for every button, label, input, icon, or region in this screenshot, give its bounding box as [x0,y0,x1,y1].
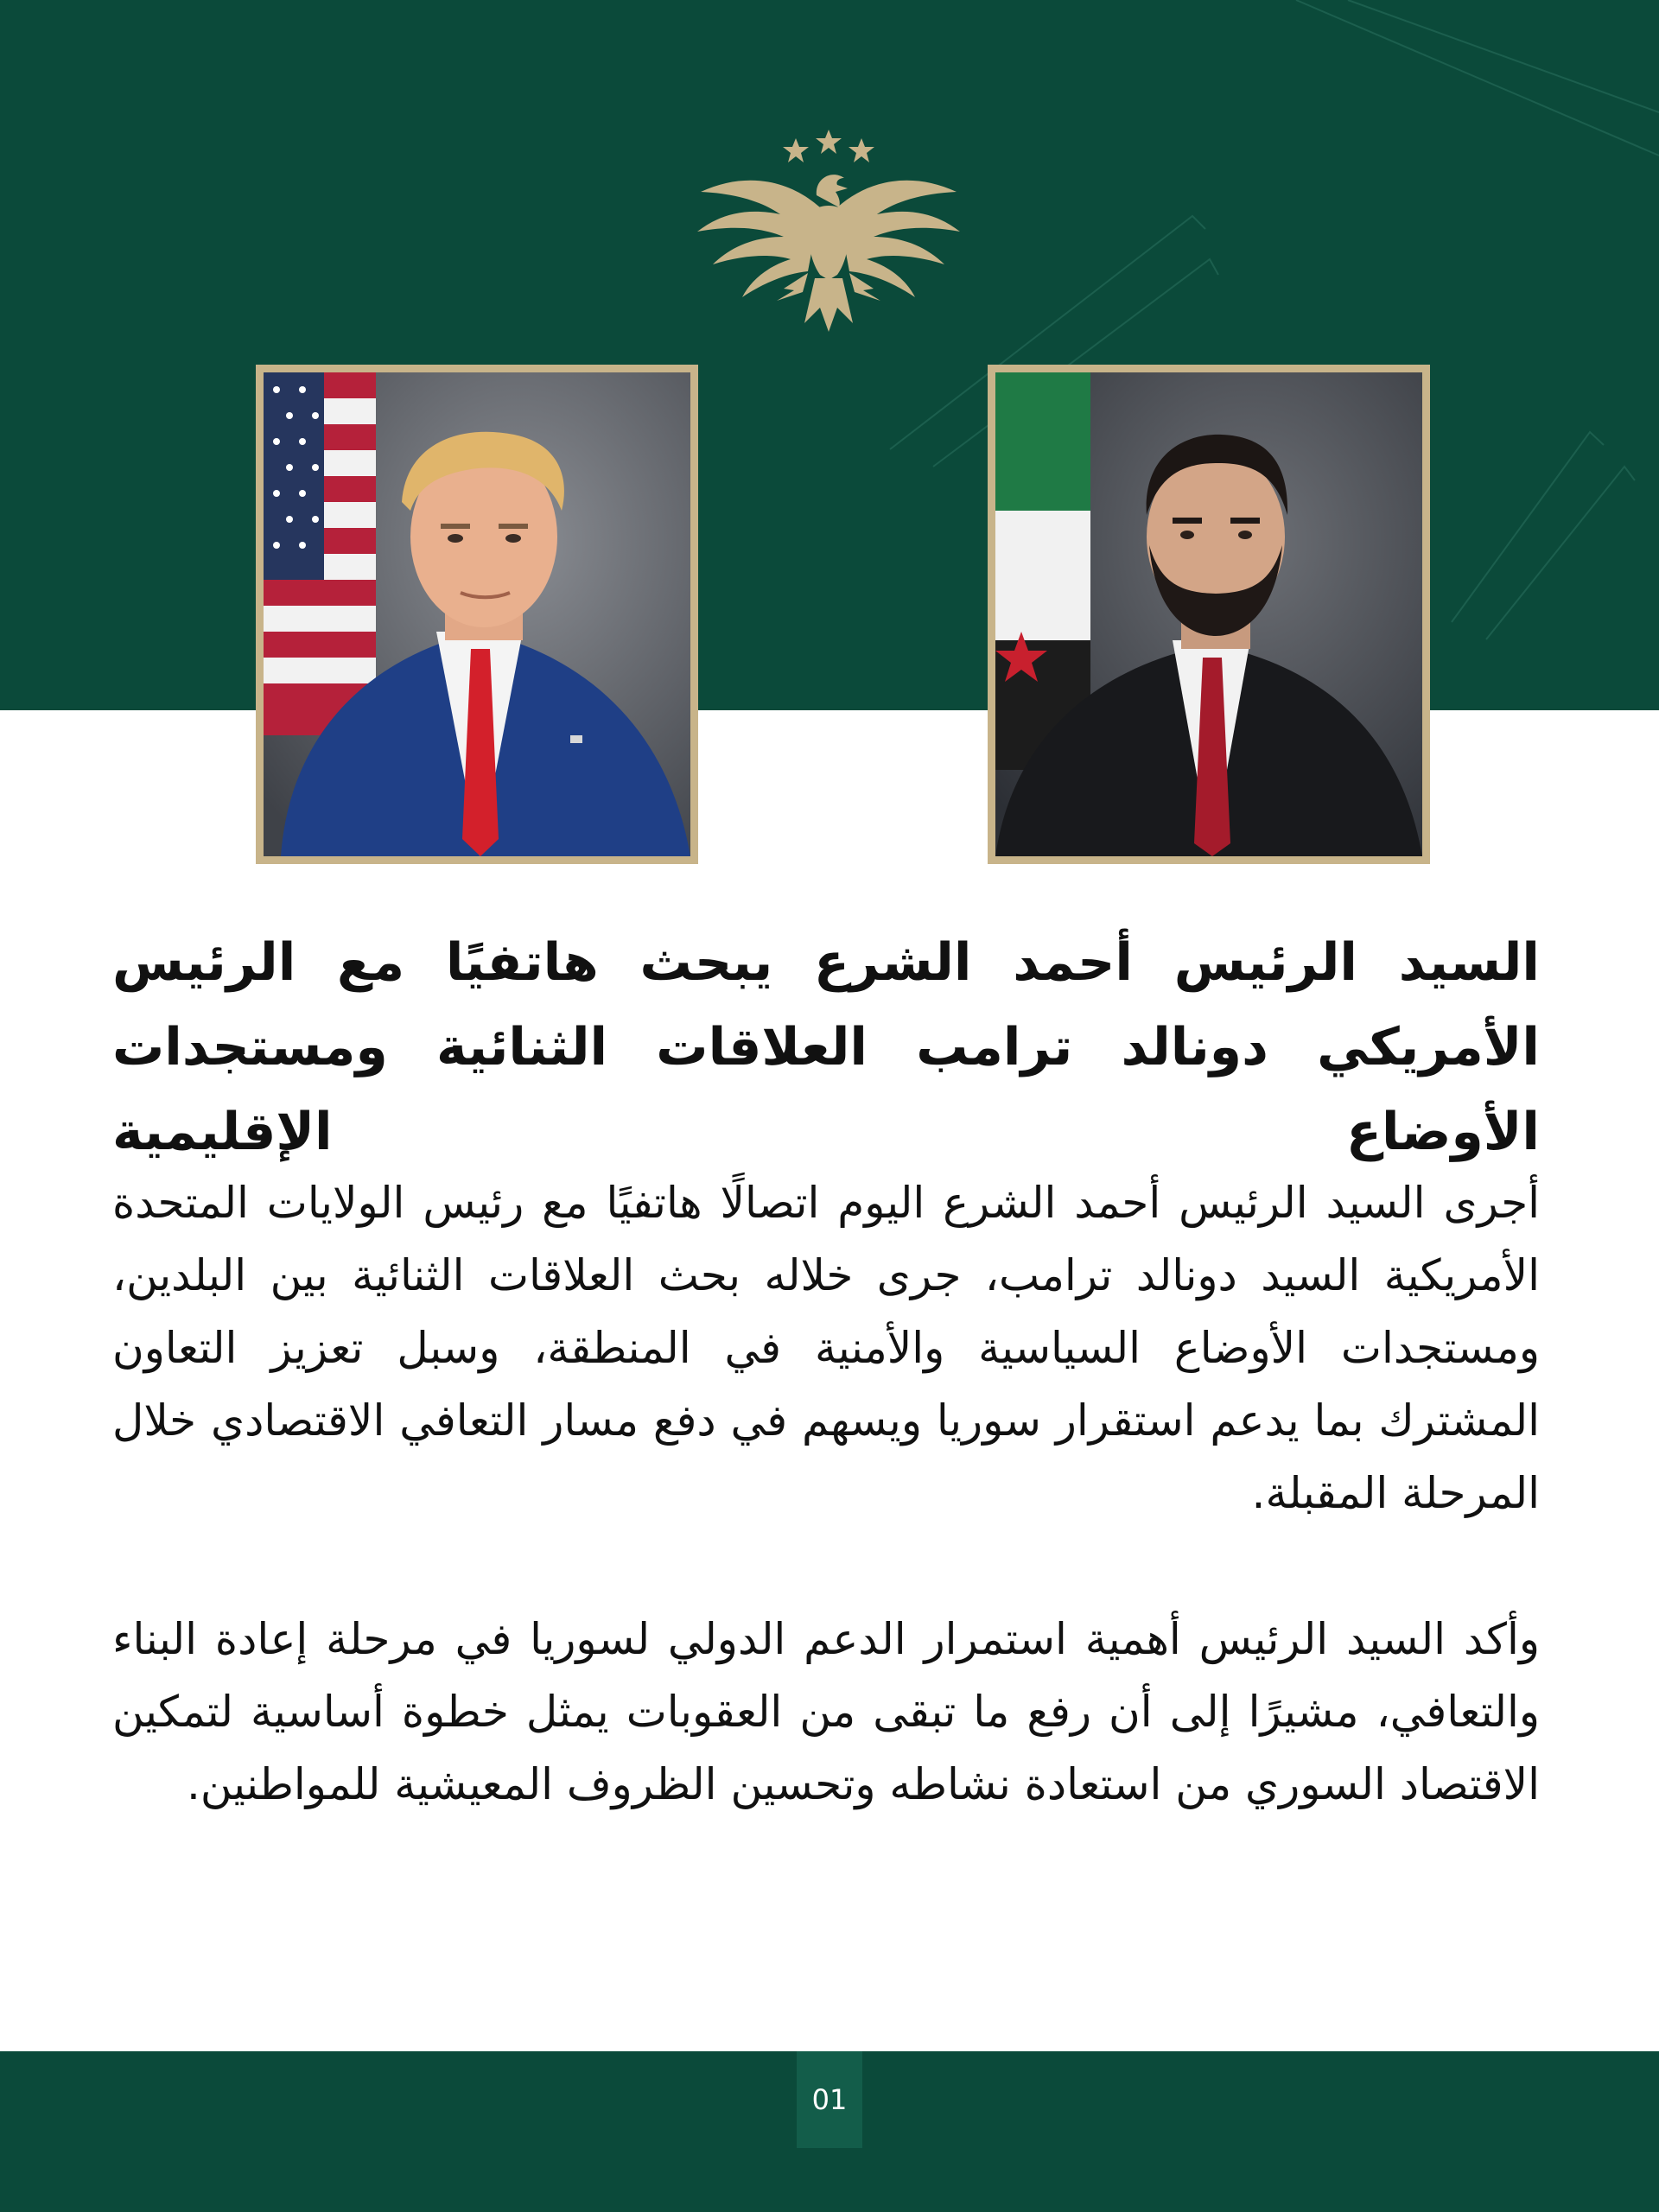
body-paragraph-2: وأكد السيد الرئيس أهمية استمرار الدعم الدولي لسوريا في مرحلة إعادة البناء والتعافي، مشيرًا إلى أن رفع ما تبقى من العقوبات يمثل خطوة أساسية لتمكين الاقتصاد السوري من استعادة نشاطه وتحسين الظروف المعيشية للمواطنين. [112,1614,1540,1809]
portrait-photo-left [264,372,690,856]
page-number: 01 [797,2051,862,2148]
eagle-emblem-icon [694,128,963,332]
headline: السيد الرئيس أحمد الشرع يبحث هاتفيًا مع الرئيس الأمريكي دونالد ترامب العلاقات الثنائية ومستجدات الأوضاع الإقليمية [112,932,1540,1162]
portrait-photo-right [995,372,1422,856]
body-paragraph-1: أجرى السيد الرئيس أحمد الشرع اليوم اتصالًا هاتفيًا مع رئيس الولايات المتحدة الأمريكية السيد دونالد ترامب، جرى خلاله بحث العلاقات الثنائية بين البلدين، ومستجدات الأوضاع السياسية والأمنية في المنطقة، وسبل تعزيز التعاون المشترك بما يدعم استقرار سوريا ويسهم في دفع مسار التعافي الاقتصادي خلال المرحلة المقبلة. [112,1178,1540,1518]
us-flag-icon [264,372,376,735]
portrait-left [256,365,698,864]
portrait-right [988,365,1430,864]
